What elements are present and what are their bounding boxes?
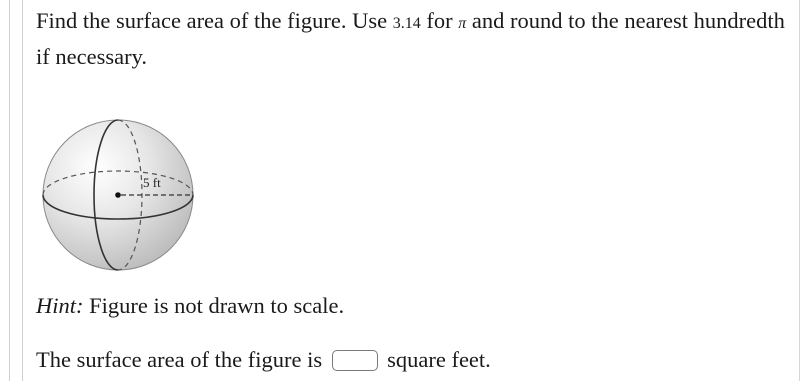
hint-label: Hint: — [36, 293, 84, 318]
radius-label: 5 ft — [143, 175, 161, 190]
pi-value: 3.14 — [392, 15, 421, 32]
hint-body: Figure is not drawn to scale. — [83, 293, 345, 318]
answer-line — [36, 345, 491, 375]
question-part-3: and round to the nearest hundredth if necessary. — [36, 8, 785, 69]
sphere-diagram — [40, 110, 198, 280]
question-part-1: Find the surface area of the figure. Use — [36, 8, 393, 33]
answer-prefix: The surface area of the figure is — [36, 347, 323, 372]
answer-suffix: square feet. — [387, 347, 491, 372]
question-part-2: for — [420, 8, 459, 33]
sphere-figure — [40, 110, 198, 280]
hint-text — [36, 291, 344, 321]
question-text — [36, 4, 786, 73]
panel-border-inner — [22, 0, 23, 381]
pi-symbol: π — [458, 15, 467, 32]
question-panel — [36, 0, 792, 381]
panel-border-left — [9, 0, 10, 381]
surface-area-input[interactable] — [332, 350, 378, 371]
center-point — [115, 192, 121, 198]
